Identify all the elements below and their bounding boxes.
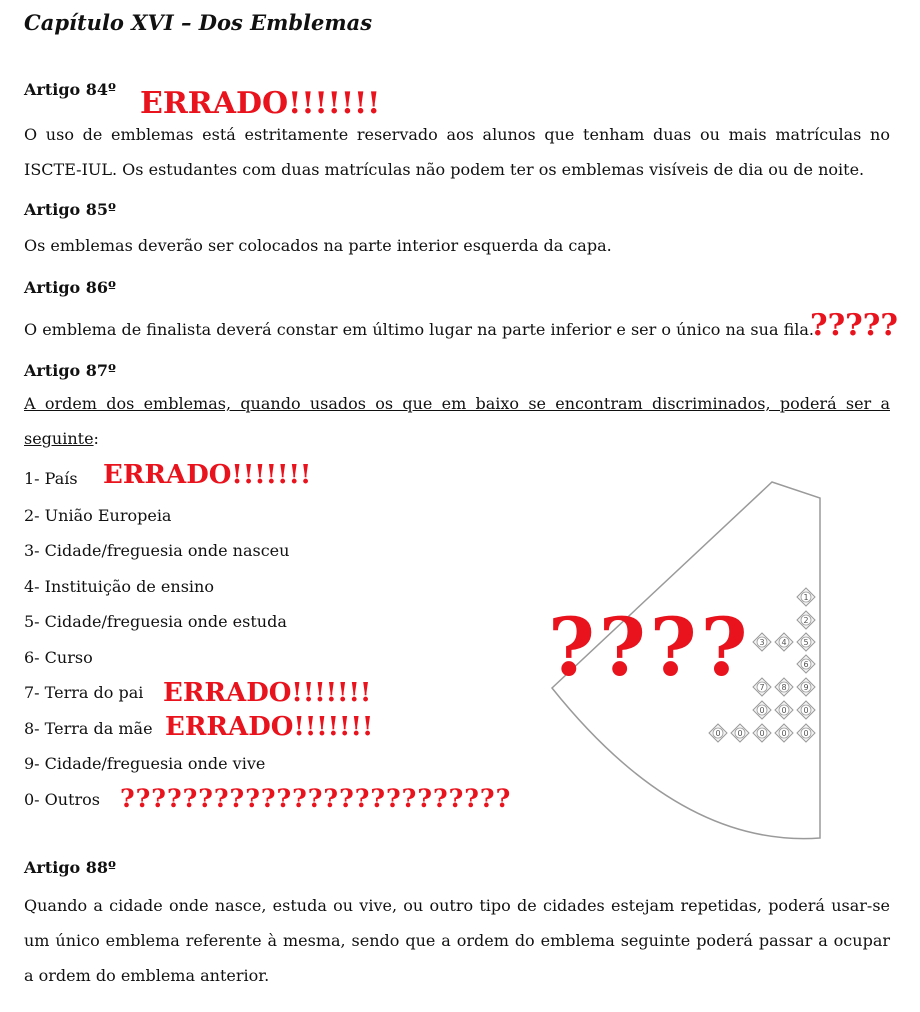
badge-2 (797, 611, 815, 629)
svg-text:3: 3 (759, 638, 765, 647)
article-85-body: Os emblemas deverão ser colocados na parte interior esquerda da capa. (24, 236, 612, 255)
svg-text:7: 7 (759, 683, 765, 692)
article-84-line-1: O uso de emblemas está estritamente reservado aos alunos que tenham duas ou mais matrículas no (24, 125, 890, 144)
article-86-heading: Artigo 86º (24, 278, 117, 297)
svg-text:2: 2 (803, 616, 809, 625)
article-88-line-2: um único emblema referente à mesma, sendo que a ordem do emblema seguinte poderá passar a ocupar (24, 931, 890, 950)
badge-9 (797, 678, 815, 696)
list-item: 6- Curso (24, 648, 93, 667)
article-84-body (24, 117, 890, 187)
badge-6 (797, 655, 815, 673)
badge-4 (775, 633, 793, 651)
svg-text:4: 4 (781, 638, 787, 647)
badge-8 (775, 678, 793, 696)
list-item: 9- Cidade/freguesia onde vive (24, 754, 266, 773)
list-item: 2- União Europeia (24, 506, 172, 525)
annotation-errado-84: ERRADO!!!!!!! (140, 86, 381, 121)
badge-1 (797, 588, 815, 606)
article-87-line-2-underlined: seguinte (24, 429, 94, 448)
annotation-question-item-0: ????????????????????????? (120, 784, 512, 813)
article-87-line-2-rest: : (93, 429, 99, 448)
list-item: 4- Instituição de ensino (24, 577, 214, 596)
badge-0 (731, 724, 749, 742)
annotation-question-diagram: ???? (548, 600, 752, 694)
badge-0 (797, 701, 815, 719)
list-item: 8- Terra da mãe (24, 719, 153, 738)
list-item: 3- Cidade/freguesia onde nasceu (24, 541, 290, 560)
svg-text:0: 0 (803, 729, 809, 738)
chapter-title: Capítulo XVI – Dos Emblemas (24, 10, 373, 35)
svg-text:5: 5 (803, 638, 809, 647)
badge-0 (753, 701, 771, 719)
badge-7 (753, 678, 771, 696)
list-item: 1- País (24, 469, 78, 488)
svg-text:0: 0 (759, 706, 765, 715)
list-item: 5- Cidade/freguesia onde estuda (24, 612, 287, 631)
svg-text:6: 6 (803, 660, 809, 669)
article-84-line-2: ISCTE-IUL. Os estudantes com duas matrículas não podem ter os emblemas visíveis de dia ou de noite. (24, 160, 865, 179)
annotation-errado-item-8: ERRADO!!!!!!! (165, 712, 374, 742)
article-88-line-3: a ordem do emblema anterior. (24, 966, 270, 985)
annotation-errado-item-7: ERRADO!!!!!!! (163, 678, 372, 708)
article-85-heading: Artigo 85º (24, 200, 117, 219)
article-88-body (24, 888, 890, 993)
svg-text:0: 0 (803, 706, 809, 715)
article-88-line-1: Quando a cidade onde nasce, estuda ou vive, ou outro tipo de cidades estejam repetidas, poderá usar-se (24, 896, 890, 915)
svg-text:0: 0 (715, 729, 721, 738)
svg-text:0: 0 (737, 729, 743, 738)
annotation-errado-item-1: ERRADO!!!!!!! (103, 460, 312, 490)
svg-text:0: 0 (759, 729, 765, 738)
article-87-heading: Artigo 87º (24, 361, 117, 380)
svg-text:1: 1 (803, 593, 809, 602)
badge-0 (753, 724, 771, 742)
badge-0 (797, 724, 815, 742)
article-86-body: O emblema de finalista deverá constar em último lugar na parte inferior e ser o único na sua fila. (24, 320, 814, 339)
article-88-heading: Artigo 88º (24, 858, 117, 877)
svg-text:0: 0 (781, 706, 787, 715)
list-item: 7- Terra do pai (24, 683, 144, 702)
article-87-intro (24, 386, 890, 456)
annotation-question-86: ????? (810, 308, 898, 343)
svg-text:8: 8 (781, 683, 787, 692)
list-item: 0- Outros (24, 790, 101, 809)
svg-text:0: 0 (781, 729, 787, 738)
badge-3 (753, 633, 771, 651)
badge-0 (709, 724, 727, 742)
badge-0 (775, 701, 793, 719)
article-87-line-1: A ordem dos emblemas, quando usados os que em baixo se encontram discriminados, poderá ser a (24, 394, 890, 413)
article-84-heading: Artigo 84º (24, 80, 117, 99)
svg-text:9: 9 (803, 683, 809, 692)
badge-0 (775, 724, 793, 742)
badge-5 (797, 633, 815, 651)
